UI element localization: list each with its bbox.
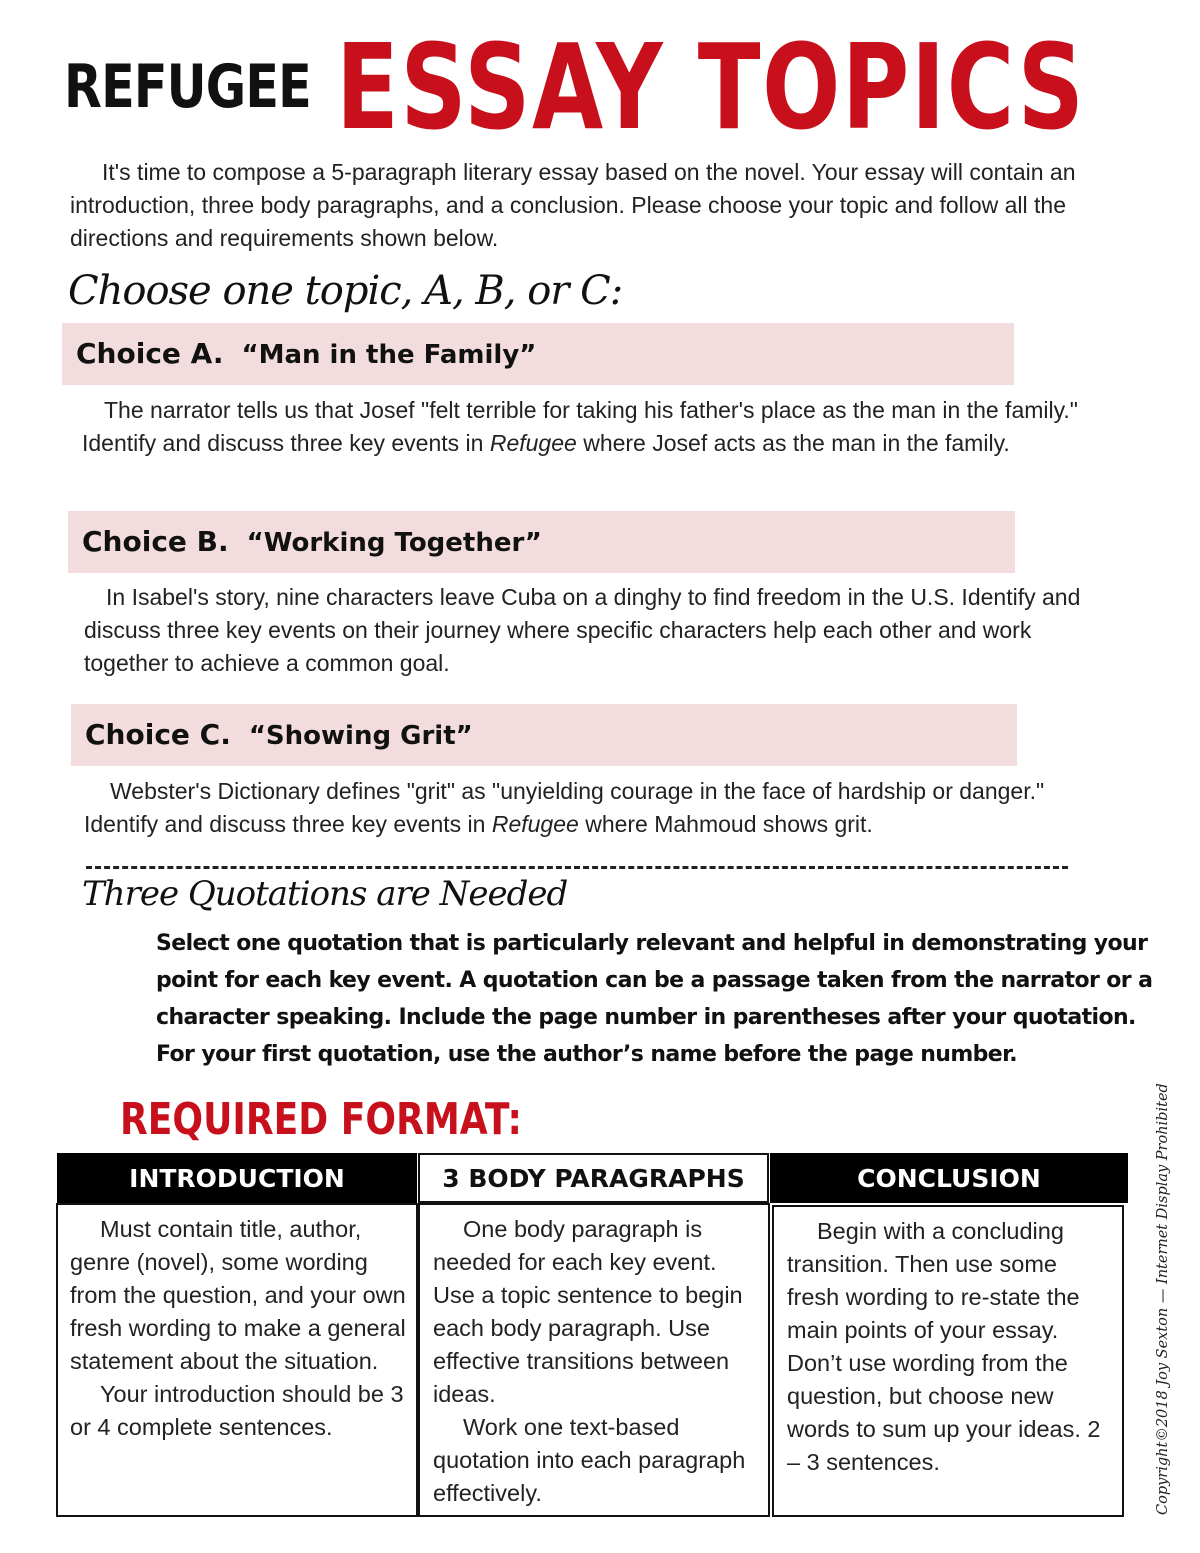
- conclusion-cell: [772, 1205, 1124, 1517]
- intro-paragraph: It's time to compose a 5-paragraph literary essay based on the novel. Your essay will contain an introduction, three body paragraphs, and a conclusion. Please choose your topic and follow all the directions and requirements shown below.: [70, 159, 1076, 251]
- body-paragraphs-header: 3 BODY PARAGRAPHS: [418, 1153, 769, 1203]
- choice-a-label: Choice A.: [76, 337, 224, 370]
- choice-a-title: “Man in the Family”: [241, 340, 537, 370]
- choice-c-description: Webster's Dictionary defines "grit" as "unyielding courage in the face of hardship or danger." Identify and discuss three key events in Refugee where Mahmoud shows grit.: [84, 778, 1045, 837]
- copyright-notice: Copyright©2018 Joy Sexton — Internet Display Prohibited: [1155, 1083, 1171, 1515]
- body-paragraphs-cell: [418, 1203, 770, 1517]
- choice-c-banner: [71, 704, 1017, 766]
- choice-b-title: “Working Together”: [246, 528, 542, 558]
- choice-b-description: In Isabel's story, nine characters leave Cuba on a dinghy to find freedom in the U.S. Identify and discuss three key events on their journey where specific characters help each other and work together to achieve a common goal.: [84, 584, 1081, 676]
- required-format-heading: REQUIRED FORMAT:: [120, 1094, 522, 1145]
- quotations-heading: Three Quotations are Needed: [82, 874, 568, 914]
- subtitle-refugee: REFUGEE: [64, 52, 311, 122]
- choice-c-label: Choice C.: [85, 718, 231, 751]
- choice-b-banner: [68, 511, 1015, 573]
- choose-topic-heading: Choose one topic, A, B, or C:: [68, 268, 623, 314]
- page-title: ESSAY TOPICS: [336, 18, 1086, 156]
- choice-b-label: Choice B.: [82, 525, 229, 558]
- introduction-length-text: Your introduction should be 3 or 4 complete sentences.: [70, 1381, 404, 1440]
- body-paragraphs-quote-text: Work one text-based quotation into each paragraph effectively.: [433, 1414, 746, 1506]
- choice-a-description: The narrator tells us that Josef "felt terrible for taking his father's place as the man in the family." Identify and discuss three key events in Refugee where Josef acts as the man in the family.: [82, 397, 1078, 456]
- choice-a-banner: [62, 323, 1014, 385]
- conclusion-text: Begin with a concluding transition. Then use some fresh wording to re-state the main points of your essay. Don’t use wording from the question, but choose new words to sum up your ideas. 2 – 3 sentences.: [787, 1218, 1101, 1475]
- introduction-header: INTRODUCTION: [57, 1153, 417, 1203]
- choice-c-title: “Showing Grit”: [248, 721, 473, 751]
- dashed-divider: [86, 866, 1068, 869]
- introduction-cell: [56, 1203, 418, 1517]
- conclusion-header: CONCLUSION: [770, 1153, 1128, 1203]
- introduction-text: Must contain title, author, genre (novel), some wording from the question, and your own fresh wording to make a general statement about the situation.: [70, 1216, 406, 1374]
- quotations-instructions: Select one quotation that is particularly relevant and helpful in demonstrating your point for each key event. A quotation can be a passage taken from the narrator or a character speaking. Include the page number in parentheses after your quotation. For your first quotation, use the author’s name before the page number.: [156, 931, 1153, 1067]
- body-paragraphs-text: One body paragraph is needed for each key event. Use a topic sentence to begin each body paragraph. Use effective transitions between ideas.: [433, 1216, 743, 1407]
